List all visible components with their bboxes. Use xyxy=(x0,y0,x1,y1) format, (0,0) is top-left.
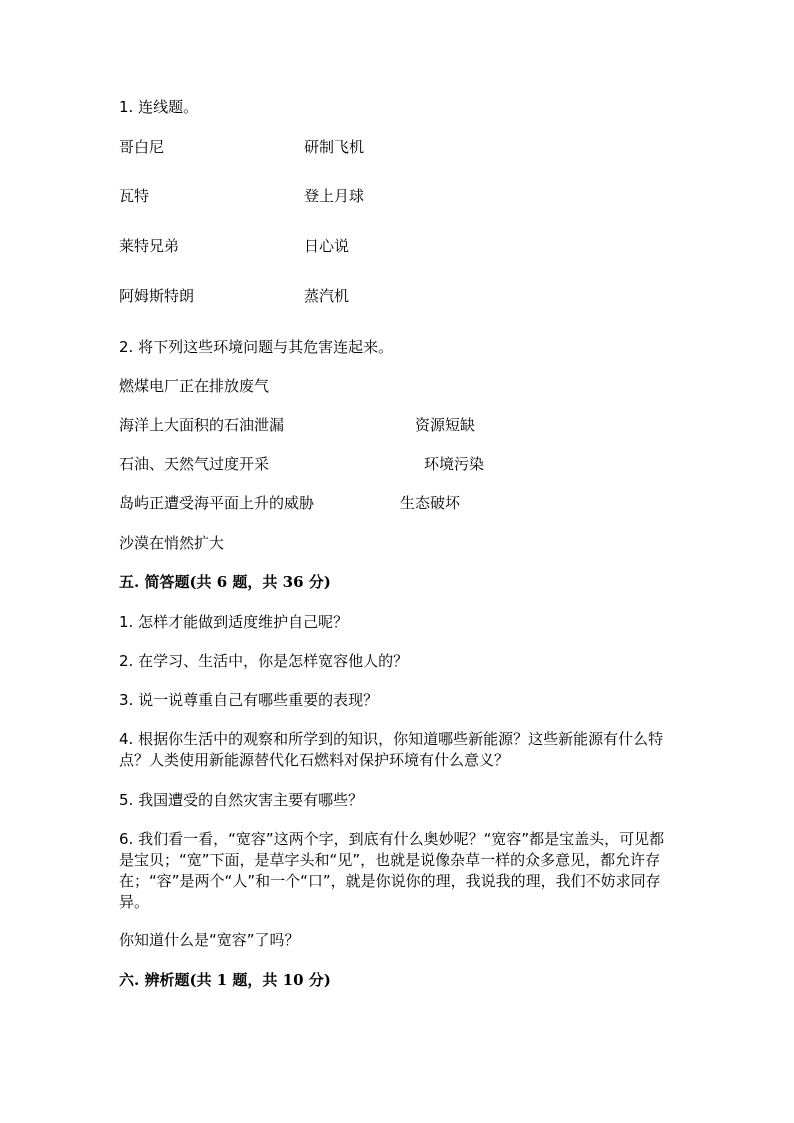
match-left-item: 莱特兄弟 xyxy=(119,237,180,255)
section-6-heading: 六. 辨析题(共 1 题，共 10 分) xyxy=(119,971,331,989)
match-left-item: 海洋上大面积的石油泄漏 xyxy=(119,416,285,434)
match-left-item: 石油、天然气过度开采 xyxy=(119,455,270,473)
match-left-item: 岛屿正遭受海平面上升的威胁 xyxy=(119,494,315,512)
match-right-item: 研制飞机 xyxy=(304,138,365,156)
short-answer-question: 1. 怎样才能做到适度维护自己呢？ xyxy=(119,613,349,631)
short-answer-followup: 你知道什么是“宽容”了吗？ xyxy=(119,931,300,949)
match-right-item: 环境污染 xyxy=(424,455,485,473)
match-right-item: 登上月球 xyxy=(304,187,365,205)
match-left-item: 瓦特 xyxy=(119,187,150,205)
short-answer-question: 4. 根据你生活中的观察和所学到的知识，你知道哪些新能源？这些新能源有什么特点？人类使用新能源替代化石燃料对保护环境有什么意义？ xyxy=(119,730,664,769)
short-answer-question: 6. 我们看一看，“宽容”这两个字，到底有什么奥妙呢？“宽容”都是宝盖头，可见都是宝贝；“宽”下面，是草字头和“见”，也就是说像杂草一样的众多意见，都允许存在；“容”是两个“人”和一个“口”，就是你说你的理，我说我的理，我们不妨求同存异。 xyxy=(119,830,665,911)
match-right-item: 资源短缺 xyxy=(415,416,476,434)
match-right-item: 日心说 xyxy=(304,237,350,255)
question-2-title: 2. 将下列这些环境问题与其危害连起来。 xyxy=(119,338,394,356)
short-answer-question: 3. 说一说尊重自己有哪些重要的表现？ xyxy=(119,691,379,709)
short-answer-question: 5. 我国遭受的自然灾害主要有哪些？ xyxy=(119,791,364,809)
match-right-item: 生态破坏 xyxy=(400,494,461,512)
match-left-item: 哥白尼 xyxy=(119,138,165,156)
section-5-heading: 五. 简答题(共 6 题，共 36 分) xyxy=(119,573,331,591)
match-left-item: 阿姆斯特朗 xyxy=(119,287,195,305)
question-1-title: 1. 连线题。 xyxy=(119,98,199,116)
match-left-item: 燃煤电厂正在排放废气 xyxy=(119,377,270,395)
short-answer-question: 2. 在学习、生活中，你是怎样宽容他人的？ xyxy=(119,652,409,670)
match-left-item: 沙漠在悄然扩大 xyxy=(119,534,225,552)
match-right-item: 蒸汽机 xyxy=(304,287,350,305)
